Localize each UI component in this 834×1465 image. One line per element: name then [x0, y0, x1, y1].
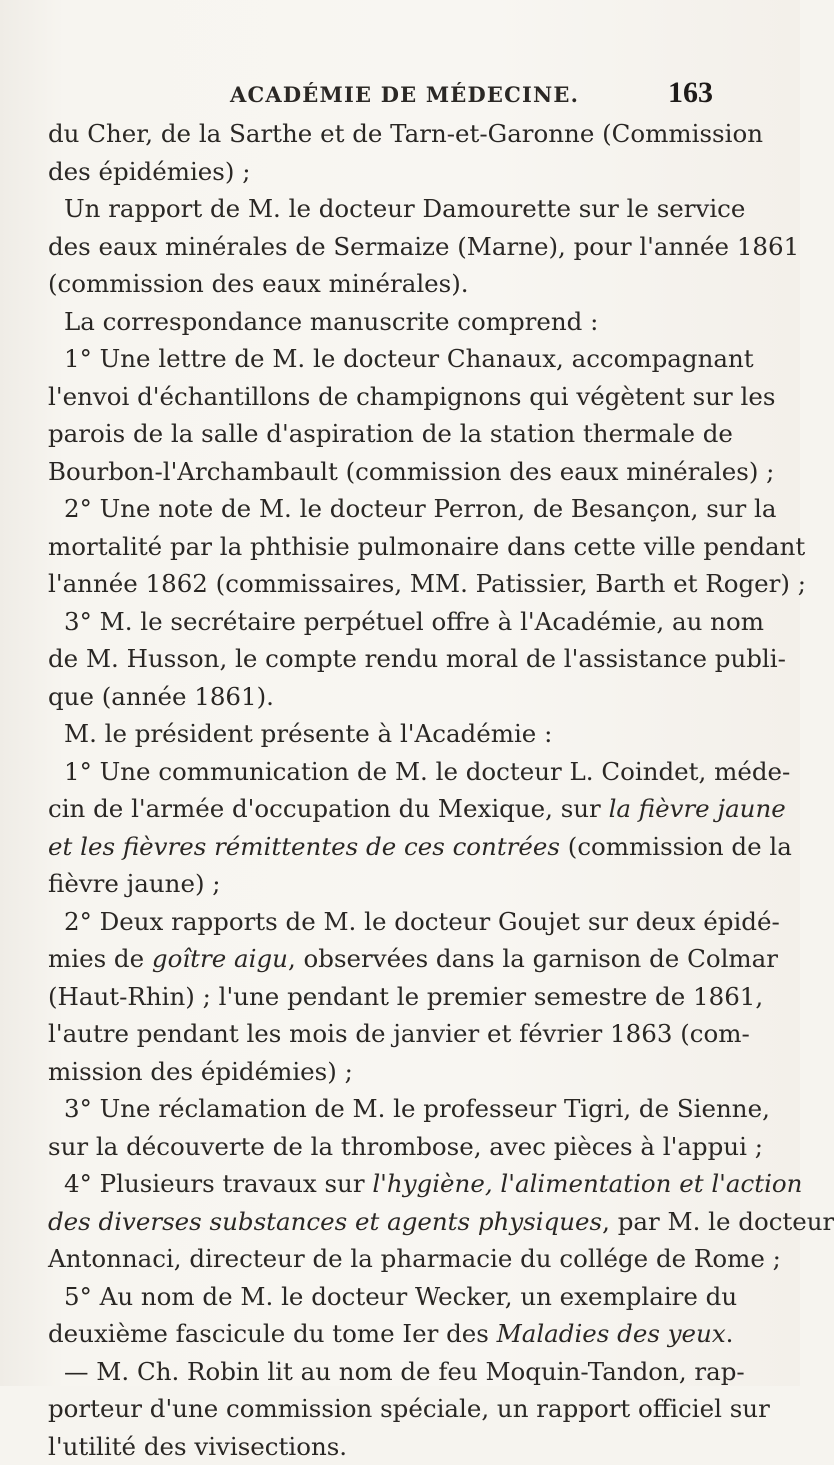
text-line: — M. Ch. Robin lit au nom de feu Moquin-Tandon, rap-	[48, 1353, 713, 1391]
text-line: l'autre pendant les mois de janvier et février 1863 (com-	[48, 1015, 713, 1053]
text-line: 4° Plusieurs travaux sur l'hygiène, l'alimentation et l'action	[48, 1165, 713, 1203]
text-line: des épidémies) ;	[48, 153, 713, 191]
text-line: deuxième fascicule du tome Ier des Maladies des yeux.	[48, 1315, 713, 1353]
text-line: 2° Une note de M. le docteur Perron, de Besançon, sur la	[48, 490, 713, 528]
italic-title: l'hygiène, l'alimentation et l'action	[372, 1169, 802, 1198]
text-line: des eaux minérales de Sermaize (Marne), pour l'année 1861	[48, 228, 713, 266]
text-line: l'envoi d'échantillons de champignons qui végètent sur les	[48, 378, 713, 416]
body-text	[48, 115, 713, 1465]
text-line: cin de l'armée d'occupation du Mexique, sur la fièvre jaune	[48, 790, 713, 828]
text-line: mission des épidémies) ;	[48, 1053, 713, 1091]
text-line: (commission des eaux minérales).	[48, 265, 713, 303]
text-line: 3° M. le secrétaire perpétuel offre à l'Académie, au nom	[48, 603, 713, 641]
text-line: 1° Une lettre de M. le docteur Chanaux, accompagnant	[48, 340, 713, 378]
italic-title: et les fièvres rémittentes de ces contrées	[48, 832, 560, 861]
page-number: 163	[668, 76, 713, 110]
text-line: Bourbon-l'Archambault (commission des eaux minérales) ;	[48, 453, 713, 491]
text-line: mortalité par la phthisie pulmonaire dans cette ville pendant	[48, 528, 713, 566]
text-line: l'utilité des vivisections.	[48, 1428, 713, 1465]
text-line: sur la découverte de la thrombose, avec pièces à l'appui ;	[48, 1128, 713, 1166]
text-line: des diverses substances et agents physiques, par M. le docteur	[48, 1203, 713, 1241]
text-line: 5° Au nom de M. le docteur Wecker, un exemplaire du	[48, 1278, 713, 1316]
text-line: l'année 1862 (commissaires, MM. Patissier, Barth et Roger) ;	[48, 565, 713, 603]
text-line: Un rapport de M. le docteur Damourette sur le service	[48, 190, 713, 228]
text-line: La correspondance manuscrite comprend :	[48, 303, 713, 341]
page-header	[48, 78, 713, 114]
text-line: parois de la salle d'aspiration de la station thermale de	[48, 415, 713, 453]
text-line: de M. Husson, le compte rendu moral de l'assistance publi-	[48, 640, 713, 678]
text-line: et les fièvres rémittentes de ces contrées (commission de la	[48, 828, 713, 866]
text-line: fièvre jaune) ;	[48, 865, 713, 903]
text-line: 3° Une réclamation de M. le professeur Tigri, de Sienne,	[48, 1090, 713, 1128]
italic-title: Maladies des yeux	[497, 1319, 726, 1348]
text-line: Antonnaci, directeur de la pharmacie du collége de Rome ;	[48, 1240, 713, 1278]
text-line: 2° Deux rapports de M. le docteur Goujet sur deux épidé-	[48, 903, 713, 941]
text-line: M. le président présente à l'Académie :	[48, 715, 713, 753]
text-line: que (année 1861).	[48, 678, 713, 716]
italic-title: la fièvre jaune	[609, 794, 786, 823]
text-line: (Haut-Rhin) ; l'une pendant le premier semestre de 1861,	[48, 978, 713, 1016]
text-line: du Cher, de la Sarthe et de Tarn-et-Garonne (Commission	[48, 115, 713, 153]
text-line: 1° Une communication de M. le docteur L. Coindet, méde-	[48, 753, 713, 791]
running-title: ACADÉMIE DE MÉDECINE.	[230, 82, 579, 107]
text-line: porteur d'une commission spéciale, un rapport officiel sur	[48, 1390, 713, 1428]
text-line: mies de goître aigu, observées dans la garnison de Colmar	[48, 940, 713, 978]
italic-title: goître aigu	[152, 944, 288, 973]
italic-title: des diverses substances et agents physiques	[48, 1207, 602, 1236]
